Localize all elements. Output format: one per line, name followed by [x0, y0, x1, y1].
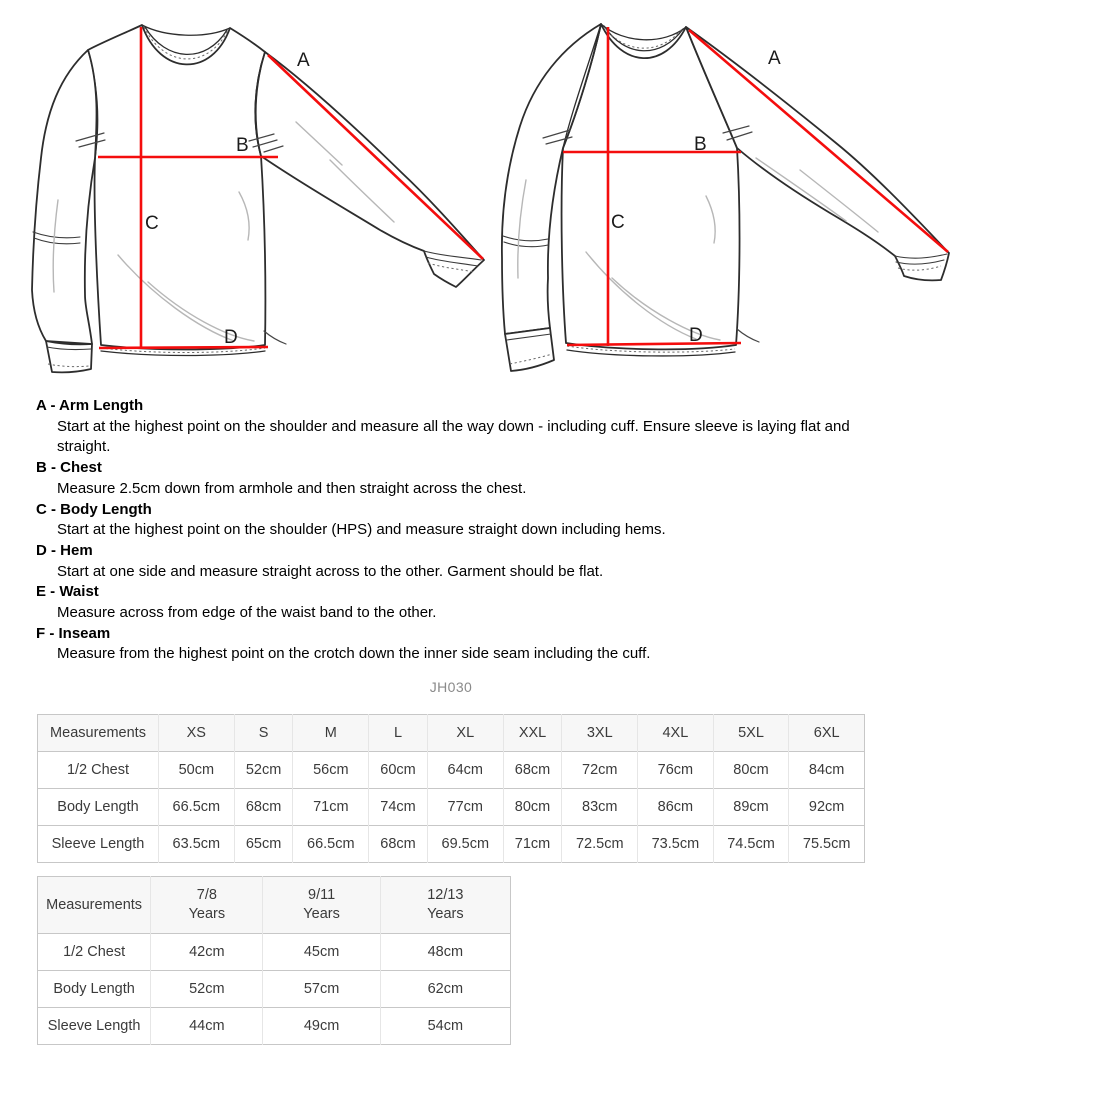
front-left-sleeve — [32, 50, 97, 344]
table-row-half-chest — [38, 752, 865, 789]
column-header-l: L — [369, 715, 428, 752]
cell: 52cm — [151, 971, 263, 1008]
cell: 54cm — [380, 1008, 510, 1045]
cell: 52cm — [234, 752, 293, 789]
legend-description: Start at the highest point on the shoulder (HPS) and measure straight down including hems. — [57, 521, 666, 539]
cell: 42cm — [151, 934, 263, 971]
product-code: JH030 — [429, 679, 473, 695]
cell: 77cm — [427, 789, 503, 826]
cell: 44cm — [151, 1008, 263, 1045]
column-header-7-8-years — [151, 877, 263, 934]
size-top: 7/8 — [196, 887, 217, 903]
hem-letter-front: D — [224, 327, 238, 348]
cell: 80cm — [503, 789, 562, 826]
cell: 66.5cm — [159, 789, 235, 826]
cell: 92cm — [789, 789, 865, 826]
cell: 68cm — [503, 752, 562, 789]
legend-description: Measure across from edge of the waist band to the other. — [57, 604, 437, 622]
column-header-3xl: 3XL — [562, 715, 638, 752]
front-body — [88, 25, 265, 350]
row-label: Sleeve Length — [38, 826, 159, 863]
row-label: 1/2 Chest — [38, 752, 159, 789]
legend-item-arm-length — [36, 396, 906, 458]
column-header-s: S — [234, 715, 293, 752]
table-row-body-length — [38, 971, 511, 1008]
column-header-xxl: XXL — [503, 715, 562, 752]
size-bottom: Years — [427, 906, 464, 922]
cell: 69.5cm — [427, 826, 503, 863]
adult-size-table — [37, 714, 865, 863]
front-left-cuff — [46, 341, 92, 372]
hem-letter-back: D — [689, 325, 703, 346]
column-header-xs: XS — [159, 715, 235, 752]
cell: 80cm — [713, 752, 789, 789]
cell: 75.5cm — [789, 826, 865, 863]
column-header-5xl: 5XL — [713, 715, 789, 752]
legend-title: B - Chest — [36, 459, 102, 477]
cell: 66.5cm — [293, 826, 369, 863]
column-header-6xl: 6XL — [789, 715, 865, 752]
garment-diagrams — [0, 0, 1120, 392]
cell: 76cm — [638, 752, 714, 789]
cell: 49cm — [263, 1008, 380, 1045]
table-row-sleeve-length — [38, 1008, 511, 1045]
column-header-9-11-years — [263, 877, 380, 934]
cell: 72.5cm — [562, 826, 638, 863]
cell: 74cm — [369, 789, 428, 826]
legend-title: E - Waist — [36, 583, 99, 601]
legend-title: D - Hem — [36, 541, 93, 559]
adult-table-header-row — [38, 715, 865, 752]
column-header-measurements: Measurements — [38, 877, 151, 934]
legend-item-chest — [36, 458, 906, 499]
legend-item-body-length — [36, 500, 906, 541]
column-header-xl: XL — [427, 715, 503, 752]
column-header-12-13-years — [380, 877, 510, 934]
legend-item-inseam — [36, 624, 906, 665]
legend-title: A - Arm Length — [36, 397, 144, 414]
legend-description: Start at the highest point on the shoulder and measure all the way down - including cuff. Ensure sleeve is laying flat and straight. — [57, 417, 850, 456]
front-shirt-diagram — [32, 25, 484, 372]
hem-line-front — [99, 347, 268, 348]
cell: 68cm — [369, 826, 428, 863]
cell: 62cm — [380, 971, 510, 1008]
size-top: 12/13 — [427, 887, 464, 903]
cell: 71cm — [503, 826, 562, 863]
kids-size-table — [37, 876, 511, 1045]
cell: 50cm — [159, 752, 235, 789]
cell: 56cm — [293, 752, 369, 789]
body-length-letter-back: C — [611, 212, 625, 233]
legend-description: Start at one side and measure straight across to the other. Garment should be flat. — [57, 562, 604, 580]
cell: 64cm — [427, 752, 503, 789]
legend-description: Measure 2.5cm down from armhole and then straight across the chest. — [57, 479, 527, 497]
cell: 65cm — [234, 826, 293, 863]
cell: 74.5cm — [713, 826, 789, 863]
legend-item-waist — [36, 582, 906, 623]
kids-table-header-row — [38, 877, 511, 934]
row-label: 1/2 Chest — [38, 934, 151, 971]
size-bottom: Years — [303, 906, 340, 922]
front-collar — [142, 25, 230, 35]
column-header-measurements: Measurements — [38, 715, 159, 752]
arm-length-letter-front: A — [297, 50, 310, 71]
cell: 72cm — [562, 752, 638, 789]
measurement-legend — [36, 396, 906, 665]
cell: 71cm — [293, 789, 369, 826]
legend-title: F - Inseam — [36, 624, 111, 642]
legend-description: Measure from the highest point on the crotch down the inner side seam including the cuff. — [57, 645, 651, 663]
cell: 68cm — [234, 789, 293, 826]
cell: 48cm — [380, 934, 510, 971]
cell: 57cm — [263, 971, 380, 1008]
cell: 73.5cm — [638, 826, 714, 863]
size-bottom: Years — [188, 906, 226, 922]
cell: 83cm — [562, 789, 638, 826]
column-header-4xl: 4XL — [638, 715, 714, 752]
legend-item-hem — [36, 541, 906, 582]
arm-length-letter-back: A — [768, 48, 781, 69]
row-label: Body Length — [38, 971, 151, 1008]
back-shirt-diagram — [502, 24, 949, 371]
cell: 63.5cm — [159, 826, 235, 863]
cell: 84cm — [789, 752, 865, 789]
cell: 45cm — [263, 934, 380, 971]
body-length-letter-front: C — [145, 213, 159, 234]
row-label: Sleeve Length — [38, 1008, 151, 1045]
table-row-sleeve-length — [38, 826, 865, 863]
cell: 86cm — [638, 789, 714, 826]
front-right-sleeve — [255, 52, 484, 287]
legend-title: C - Body Length — [36, 500, 152, 518]
chest-letter-back: B — [694, 134, 707, 155]
table-row-body-length — [38, 789, 865, 826]
cell: 89cm — [713, 789, 789, 826]
size-top: 9/11 — [308, 887, 336, 903]
row-label: Body Length — [38, 789, 159, 826]
cell: 60cm — [369, 752, 428, 789]
table-row-half-chest — [38, 934, 511, 971]
chest-letter-front: B — [236, 135, 249, 156]
column-header-m: M — [293, 715, 369, 752]
